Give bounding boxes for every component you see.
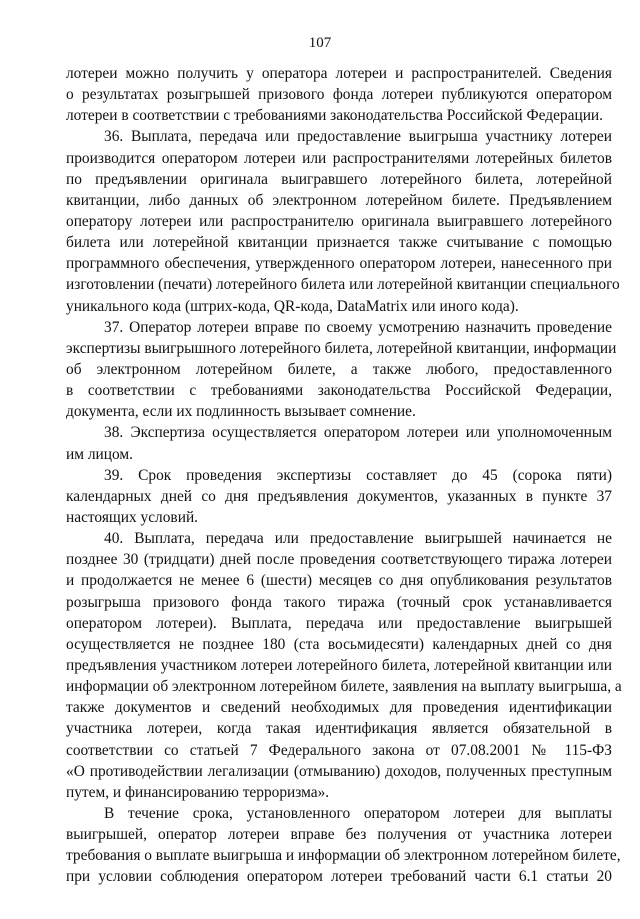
text-line: участника лотереи, когда такая идентификация является обязательной в	[66, 720, 612, 738]
text-line: требования о выплате выигрыша и информации об электронном лотерейном билете,	[66, 847, 621, 865]
page-number: 107	[308, 35, 332, 51]
text-line: при условии соблюдения оператором лотереи требований части 6.1 статьи 20	[66, 868, 612, 886]
text-line: оператором лотереи). Выплата, передача или предоставление выигрышей	[66, 614, 612, 632]
text-line: 40. Выплата, передача или предоставление выигрышей начинается не	[104, 530, 612, 548]
text-line: настоящих условий.	[66, 508, 199, 526]
text-line: билета или лотерейной квитанции признается также считывание с помощью	[66, 234, 612, 252]
text-line: уникального кода (штрих-кода, QR-кода, DataMatrix или иного кода).	[66, 297, 519, 315]
text-line: позднее 30 (тридцати) дней после проведения соответствующего тиража лотереи	[66, 551, 612, 569]
body-text	[66, 63, 622, 887]
text-line: в соответствии с требованиями законодательства Российской Федерации,	[66, 382, 612, 400]
text-line: оператору лотереи или распространителю оригинала выигравшего лотерейного	[66, 212, 612, 230]
text-line: календарных дней со дня предъявления документов, указанных в пункте 37	[66, 487, 612, 505]
text-line: лотереи можно получить у оператора лотереи и распространителей. Сведения	[66, 65, 612, 82]
text-line: 39. Срок проведения экспертизы составляет до 45 (сорока пяти)	[104, 466, 612, 484]
text-line: В течение срока, установленного оператором лотереи для выплаты	[104, 804, 612, 822]
text-line: квитанции, либо данных об электронном лотерейном билете. Предъявлением	[66, 191, 612, 209]
text-line: «О противодействии легализации (отмыванию) доходов, полученных преступным	[66, 762, 612, 780]
text-line: розыгрыша призового фонда такого тиража (точный срок устанавливается	[66, 593, 612, 611]
text-line: экспертизы выигрышного лотерейного билета, лотерейной квитанции, информации	[66, 339, 617, 357]
text-line: программного обеспечения, утвержденного оператором лотереи, нанесенного при	[66, 255, 612, 273]
text-line: изготовлении (печати) лотерейного билета или лотерейной квитанции специального	[66, 276, 620, 294]
text-line: и продолжается не менее 6 (шести) месяцев со дня опубликования результатов	[66, 572, 612, 590]
text-line: лотереи в соответствии с требованиями законодательства Российской Федерации.	[66, 107, 604, 125]
text-line: предъявления участником лотереи лотерейного билета, лотерейной квитанции или	[66, 656, 612, 674]
text-line: им лицом.	[66, 445, 133, 463]
text-line: также документов и сведений необходимых для проведения идентификации	[66, 699, 612, 717]
text-line: выигрышей, оператор лотереи вправе без получения от участника лотереи	[66, 826, 612, 844]
text-line: о результатах розыгрышей призового фонда лотереи публикуются оператором	[66, 86, 612, 104]
text-line: путем, и финансированию терроризма».	[66, 783, 330, 801]
text-line: осуществляется не позднее 180 (ста восьмидесяти) календарных дней со дня	[66, 635, 612, 653]
text-line: об электронном лотерейном билете, а также любого, предоставленного	[66, 360, 612, 378]
text-line: 36. Выплата, передача или предоставление выигрыша участнику лотереи	[104, 128, 612, 146]
text-line: информации об электронном лотерейном билете, заявления на выплату выигрыша, а	[66, 678, 622, 696]
text-line: производится оператором лотереи или распространителями лотерейных билетов	[66, 149, 612, 167]
text-line: по предъявлении оригинала выигравшего лотерейного билета, лотерейной	[66, 170, 612, 188]
text-line: 38. Экспертиза осуществляется оператором лотереи или уполномоченным	[104, 424, 612, 442]
text-line: соответствии со статьей 7 Федерального закона от 07.08.2001 № 115-ФЗ	[66, 741, 612, 759]
text-line: документа, если их подлинность вызывает сомнение.	[66, 403, 416, 421]
text-line: 37. Оператор лотереи вправе по своему усмотрению назначить проведение	[104, 318, 612, 336]
